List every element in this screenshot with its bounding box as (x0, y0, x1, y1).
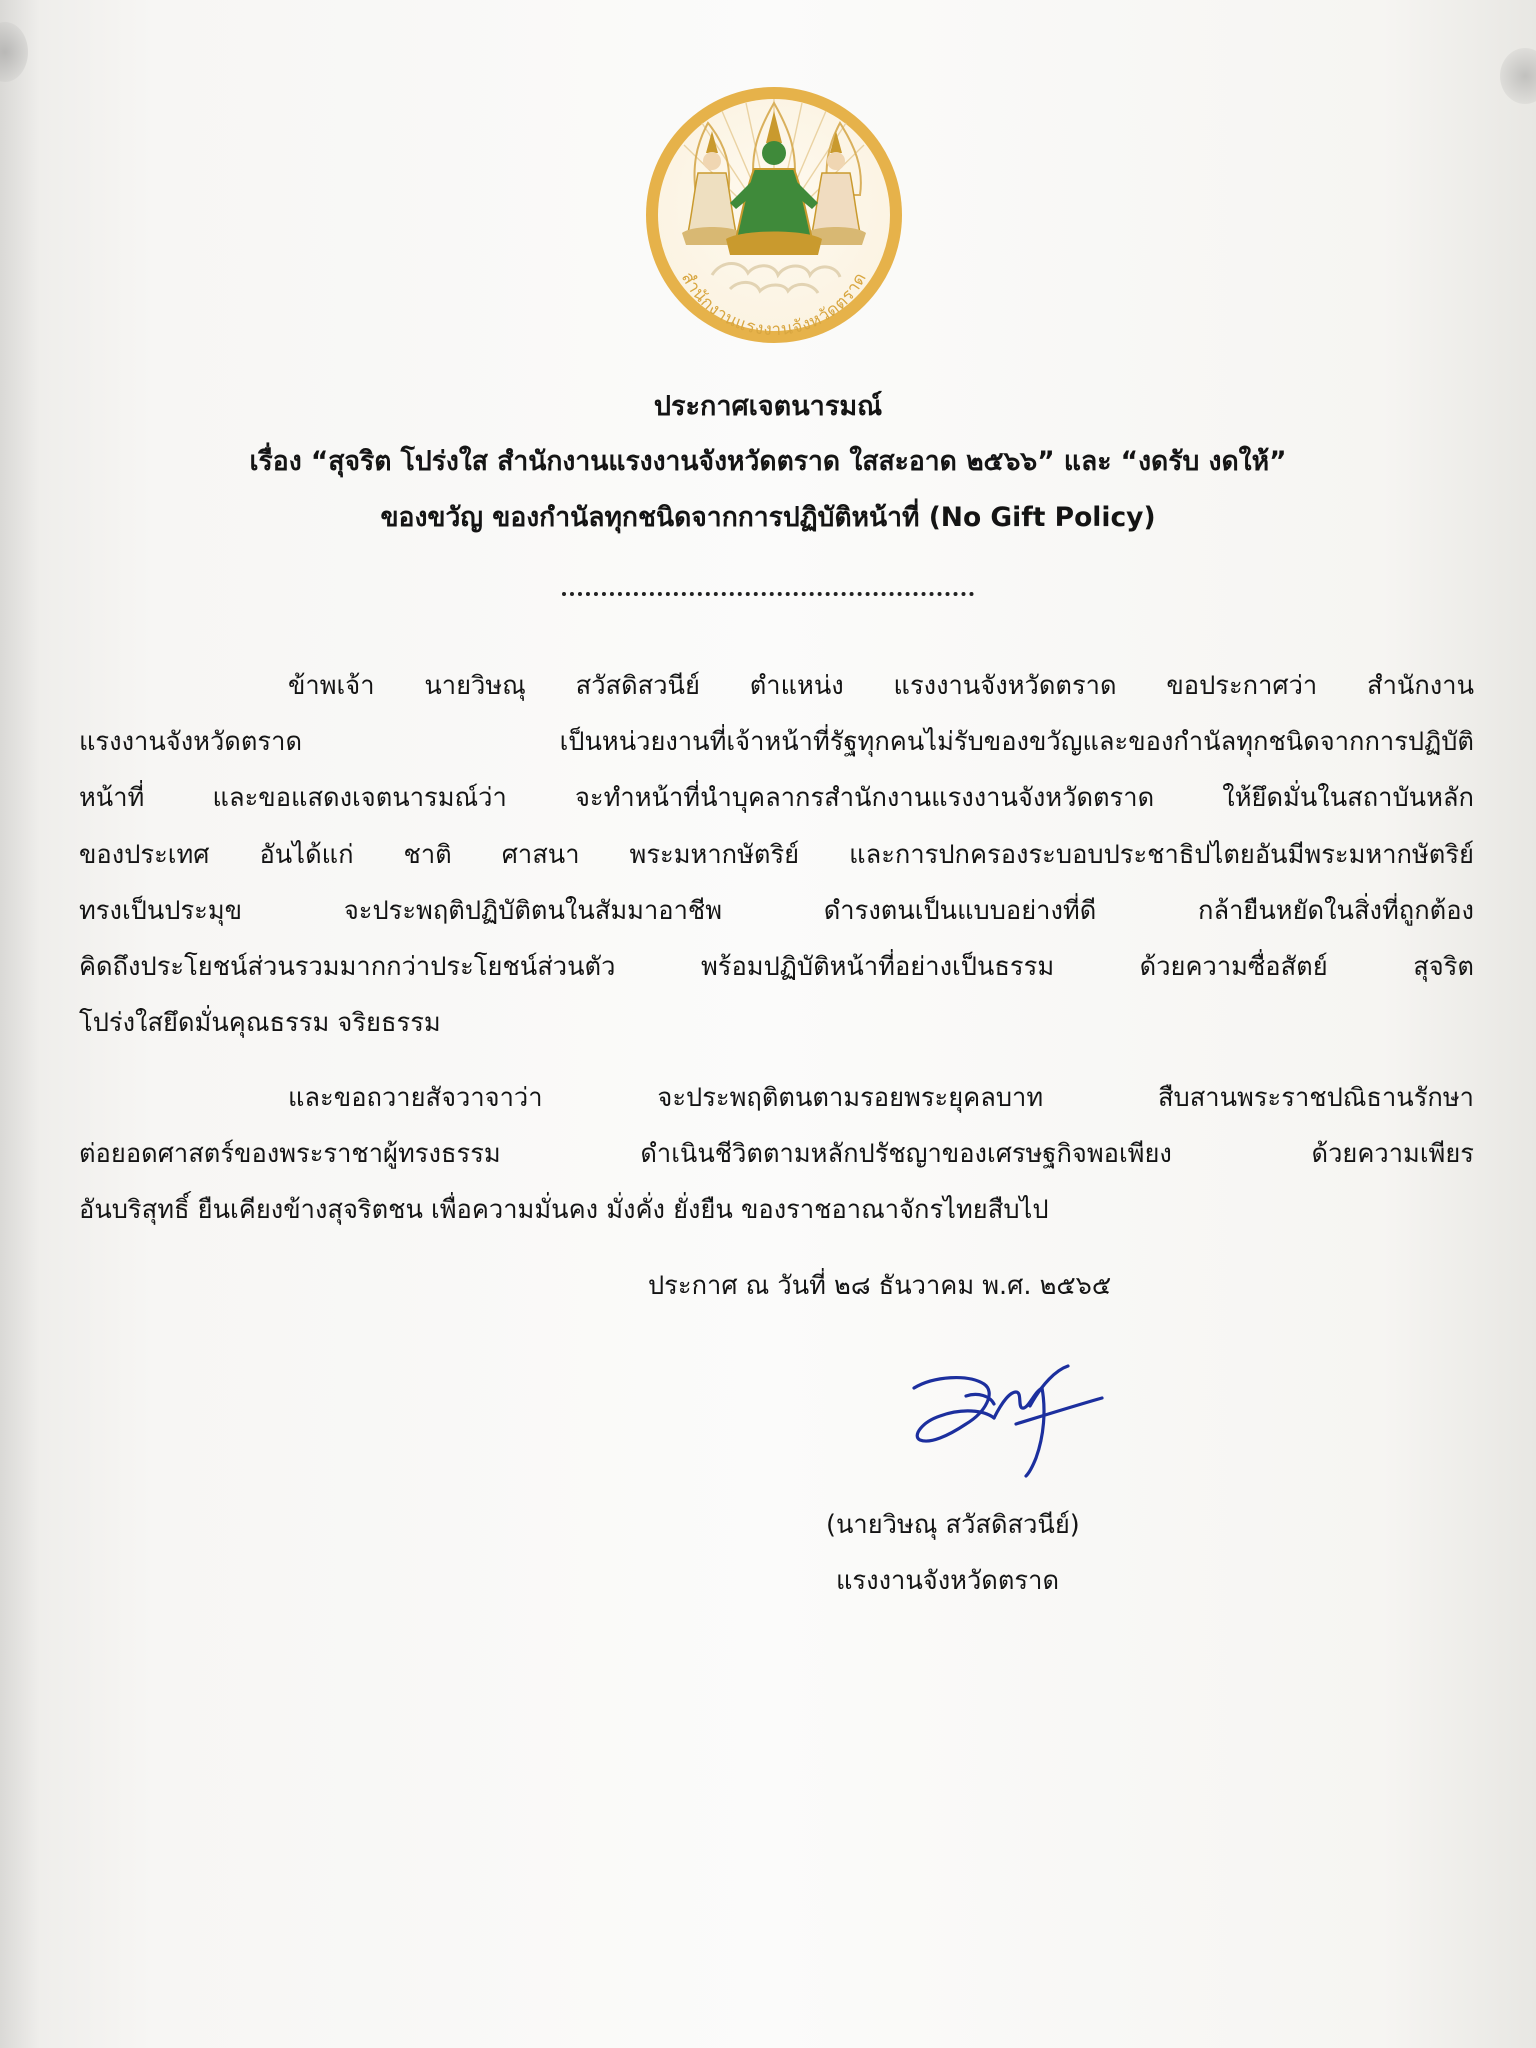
announcement-title: ประกาศเจตนารมณ์ (653, 391, 883, 422)
corner-mark-right (1500, 48, 1536, 104)
paragraph1-line2: แรงงานจังหวัดตราด เป็นหน่วยงานที่เจ้าหน้าที่รัฐทุกคนไม่รับของขวัญและของกำนัลทุกชนิดจากการปฏิบัติ (79, 727, 1474, 757)
paragraph1-line7: โปร่งใสยึดมั่นคุณธรรม จริยธรรม (79, 1008, 441, 1038)
signatory-title: แรงงานจังหวัดตราด (836, 1566, 1060, 1596)
announcement-subject-line2: ของขวัญ ของกำนัลทุกชนิดจากการปฏิบัติหน้าที่ (No Gift Policy) (380, 502, 1156, 533)
signatory-name: (นายวิษณุ สวัสดิสวนีย์) (826, 1510, 1080, 1540)
dotted-separator (562, 592, 974, 596)
handwritten-signature (906, 1362, 1104, 1480)
paragraph1-line1: ข้าพเจ้า นายวิษณุ สวัสดิสวนีย์ ตำแหน่ง แรงงานจังหวัดตราด ขอประกาศว่า สำนักงาน (288, 671, 1474, 701)
paragraph1-line4: ของประเทศ อันได้แก่ ชาติ ศาสนา พระมหากษัตริย์ และการปกครองระบอบประชาธิปไตยอันมีพระมหากษัตริย์ (79, 840, 1474, 870)
paragraph1-line3: หน้าที่ และขอแสดงเจตนารมณ์ว่า จะทำหน้าที่นำบุคลากรสำนักงานแรงงานจังหวัดตราด ให้ยึดมั่นในสถาบันหลัก (79, 783, 1474, 813)
announcement-subject-line1: เรื่อง “สุจริต โปร่งใส สำนักงานแรงงานจังหวัดตราด ใสสะอาด ๒๕๖๖” และ “งดรับ งดให้” (249, 446, 1287, 477)
paragraph2-line3: อันบริสุทธิ์ ยืนเคียงข้างสุจริตชน เพื่อความมั่นคง มั่งคั่ง ยั่งยืน ของราชอาณาจักรไทยสืบไป (79, 1195, 1049, 1225)
office-emblem-icon (642, 83, 906, 347)
paragraph2-line1: และขอถวายสัจวาจาว่า จะประพฤติตนตามรอยพระยุคลบาท สืบสานพระราชปณิธานรักษา (288, 1083, 1474, 1113)
announcement-date: ประกาศ ณ วันที่ ๒๘ ธันวาคม พ.ศ. ๒๕๖๕ (648, 1271, 1112, 1301)
page-shadow (0, 0, 40, 2048)
paragraph1-line5: ทรงเป็นประมุข จะประพฤติปฏิบัติตนในสัมมาอาชีพ ดำรงตนเป็นแบบอย่างที่ดี กล้ายืนหยัดในสิ่งที่ถูกต้อง (79, 896, 1474, 926)
emblem-ring-text: สำนักงานแรงงานจังหวัดตราด (676, 268, 871, 341)
paragraph1-line6: คิดถึงประโยชน์ส่วนรวมมากกว่าประโยชน์ส่วนตัว พร้อมปฏิบัติหน้าที่อย่างเป็นธรรม ด้วยความซื่อสัตย์ สุจริต (79, 952, 1474, 982)
paragraph2-line2: ต่อยอดศาสตร์ของพระราชาผู้ทรงธรรม ดำเนินชีวิตตามหลักปรัชญาของเศรษฐกิจพอเพียง ด้วยความเพียร (79, 1139, 1474, 1169)
